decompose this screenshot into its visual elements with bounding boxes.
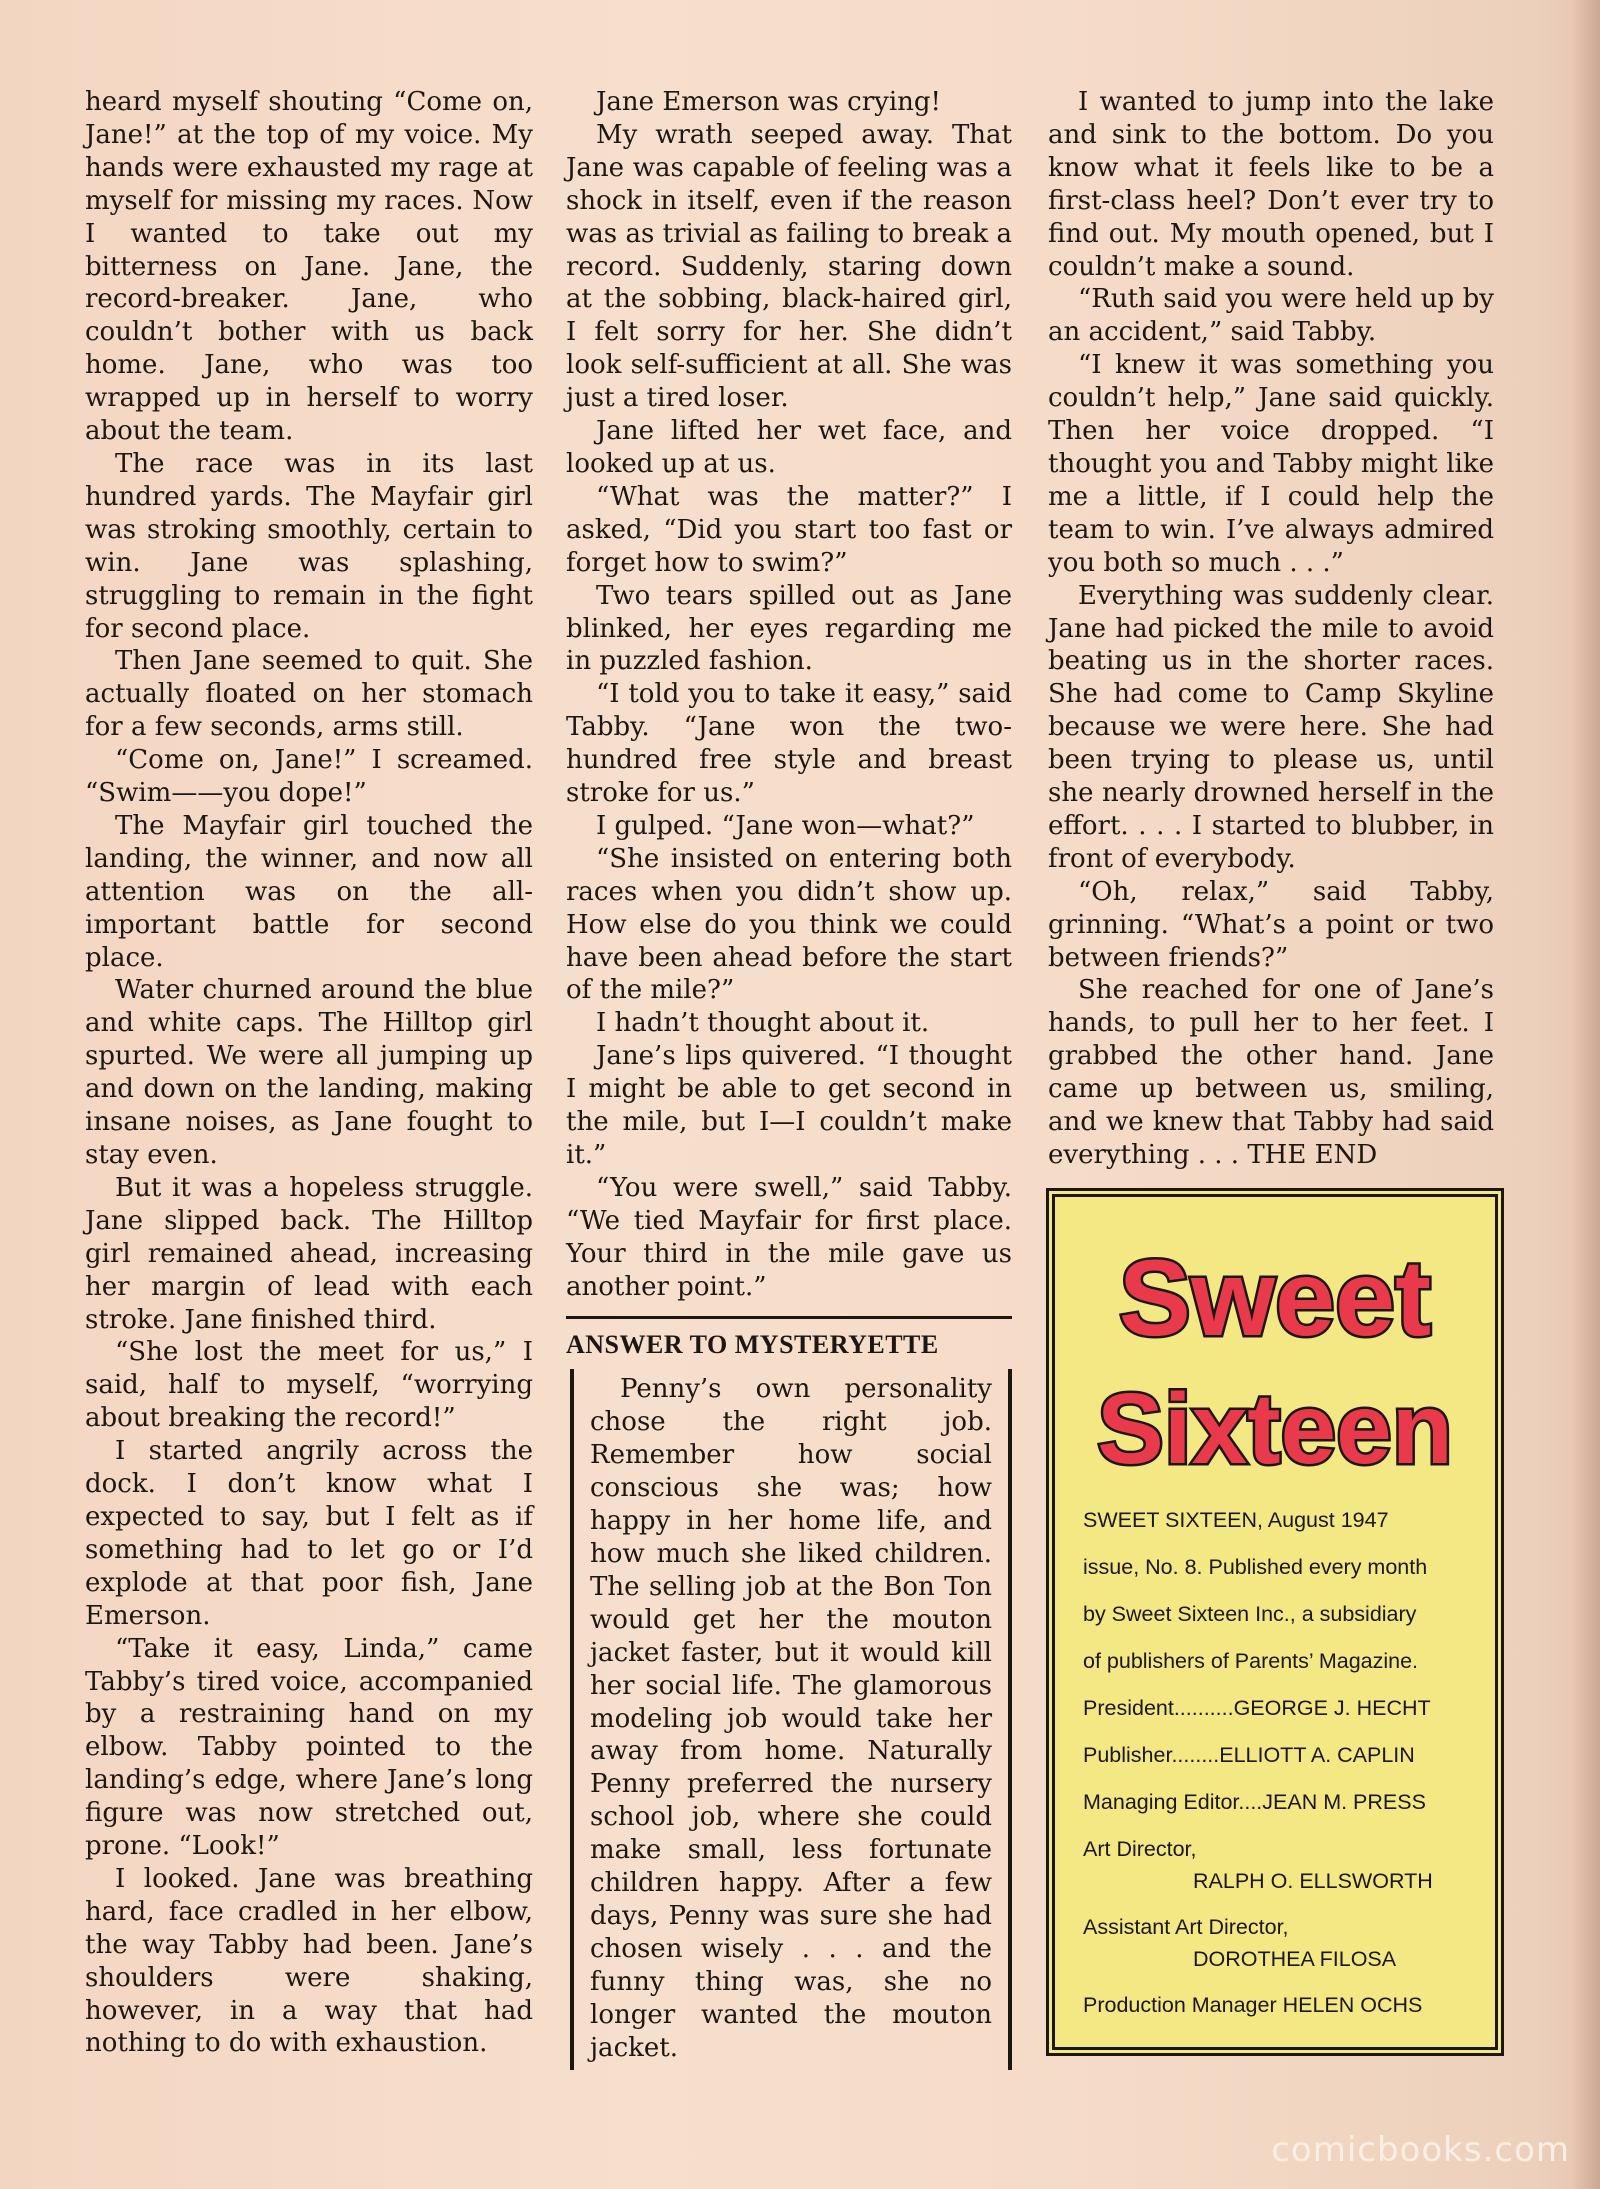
masthead-line: by Sweet Sixteen Inc., a subsidiary bbox=[1083, 1602, 1417, 1626]
paragraph: “What was the matter?” I asked, “Did you start too fast or forget how to swim?” bbox=[566, 481, 1012, 578]
paragraph: The race was in its last hundred yards. The Mayfair girl was stroking smoothly, certain to win. Jane was splashing, struggling to remain in the fight for second place. bbox=[85, 448, 533, 644]
site-watermark: comicbooks.com bbox=[1271, 2130, 1570, 2170]
paragraph: “She lost the meet for us,” I said, half to myself, “worrying about breaking the record!” bbox=[85, 1337, 533, 1434]
masthead-production-manager: Production Manager HELEN OCHS bbox=[1083, 1993, 1423, 2017]
paragraph: Two tears spilled out as Jane blinked, her eyes regarding me in puzzled fashion. bbox=[566, 580, 1012, 677]
masthead-asst-art-director-name: DOROTHEA FILOSA bbox=[1193, 1947, 1397, 1971]
story-column-1 bbox=[85, 86, 533, 2060]
paragraph: I looked. Jane was breathing hard, face cradled in her elbow, the way Tabby had been. Jane’s shoulders were shaking, however, in a way that had nothing to do with exhaustion. bbox=[85, 1863, 533, 2059]
paragraph: “Come on, Jane!” I screamed. “Swim——you dope!” bbox=[85, 745, 533, 809]
paragraph: My wrath seeped away. That Jane was capable of feeling was a shock in itself, even if the reason was as trivial as failing to break a record. Suddenly, staring down at the sobbing, black-haired girl, I felt sorry for her. She didn’t look self-sufficient at all. She was just a tired loser. bbox=[566, 119, 1012, 414]
masthead-line: SWEET SIXTEEN, August 1947 bbox=[1083, 1508, 1389, 1532]
paragraph: I wanted to jump into the lake and sink to the bottom. Do you know what it feels like to be a first-class heel? Don’t ever try to find out. My mouth opened, but I couldn’t make a sound. bbox=[1048, 87, 1494, 282]
divider-rule bbox=[566, 1316, 1012, 1319]
paragraph: “You were swell,” said Tabby. “We tied Mayfair for first place. Your third in the mile gave us another point.” bbox=[566, 1172, 1012, 1302]
masthead-publisher: Publisher........ELLIOTT A. CAPLIN bbox=[1083, 1743, 1415, 1767]
paragraph: I gulped. “Jane won—what?” bbox=[596, 810, 975, 841]
paragraph: I started angrily across the dock. I don’t know what I expected to say, but I felt as if something had to let go or I’d explode at that poor fish, Jane Emerson. bbox=[85, 1436, 533, 1631]
paragraph: “I knew it was something you couldn’t help,” Jane said quickly. Then her voice dropped. “I thought you and Tabby might like me a little, if I could help the team to win. I’ve always admired you both so much . . .” bbox=[1048, 350, 1494, 578]
story-column-3 bbox=[1048, 86, 1494, 1172]
logo-line-2: Sixteen bbox=[1097, 1373, 1453, 1485]
paragraph: Jane lifted her wet face, and looked up at us. bbox=[566, 416, 1012, 479]
masthead-line: of publishers of Parents’ Magazine. bbox=[1083, 1649, 1419, 1673]
paragraph: “Oh, relax,” said Tabby, grinning. “What’s a point or two between friends?” bbox=[1048, 876, 1494, 973]
paragraph: “She insisted on entering both races when you didn’t show up. How else do you think we could have been ahead before the start of the mile?” bbox=[566, 843, 1012, 1006]
masthead-line: issue, No. 8. Published every month bbox=[1083, 1555, 1428, 1579]
answer-text: Penny’s own personality chose the right job. Remember how social conscious she was; how happy in her home life, and how much she liked children. The selling job at the Bon Ton would get her the mouton jacket faster, but it would kill her social life. The glamorous modeling job would take her away from home. Naturally Penny preferred the nursery school job, where she could make small, less fortunate children happy. After a few days, Penny was sure she had chosen wisely . . . and the funny thing was, she no longer wanted the mouton jacket. bbox=[590, 1374, 992, 2063]
page-edge-shadow bbox=[1572, 0, 1600, 2189]
paragraph: Everything was suddenly clear. Jane had picked the mile to avoid beating us in the shorter races. She had come to Camp Skyline because we were here. She had been trying to please us, until she nearly drowned herself in the effort. . . . I started to blubber, in front of everybody. bbox=[1048, 580, 1494, 874]
masthead-art-director-name: RALPH O. ELLSWORTH bbox=[1193, 1869, 1433, 1893]
masthead-president: President..........GEORGE J. HECHT bbox=[1083, 1696, 1431, 1720]
paragraph: “I told you to take it easy,” said Tabby. “Jane won the two-hundred free style and breast stroke for us.” bbox=[566, 679, 1012, 809]
masthead-info bbox=[1083, 1497, 1473, 2029]
masthead-asst-art-director-label: Assistant Art Director, bbox=[1083, 1915, 1289, 1939]
sweet-sixteen-logo bbox=[1055, 1205, 1495, 1505]
masthead-managing-editor: Managing Editor....JEAN M. PRESS bbox=[1083, 1790, 1426, 1814]
masthead-art-director-label: Art Director, bbox=[1083, 1837, 1197, 1861]
logo-line-1: Sweet bbox=[1118, 1237, 1432, 1358]
paragraph: The Mayfair girl touched the landing, the winner, and now all attention was on the all-important battle for second place. bbox=[85, 810, 533, 973]
paragraph: I hadn’t thought about it. bbox=[596, 1008, 930, 1039]
paragraph: But it was a hopeless struggle. Jane slipped back. The Hilltop girl remained ahead, increasing her margin of lead with each stroke. Jane finished third. bbox=[85, 1172, 533, 1335]
paragraph: Then Jane seemed to quit. She actually floated on her stomach for a few seconds, arms still. bbox=[85, 646, 533, 743]
paragraph: “Take it easy, Linda,” came Tabby’s tired voice, accompanied by a restraining hand on my elbow. Tabby pointed to the landing’s edge, where Jane’s long figure was now stretched out, prone. “Look!” bbox=[85, 1633, 533, 1862]
paragraph: Jane Emerson was crying! bbox=[596, 87, 941, 117]
paragraph: Water churned around the blue and white caps. The Hilltop girl spurted. We were all jumping up and down on the landing, making insane noises, as Jane fought to stay even. bbox=[85, 975, 533, 1170]
masthead-box bbox=[1052, 1194, 1498, 2050]
story-column-2 bbox=[566, 86, 1012, 2070]
answer-heading: ANSWER TO MYSTERYETTE bbox=[566, 1329, 939, 1359]
paragraph: She reached for one of Jane’s hands, to pull her to her feet. I grabbed the other hand. Jane came up between us, smiling, and we knew that Tabby had said everything . . . THE END bbox=[1048, 975, 1494, 1170]
answer-box bbox=[570, 1369, 1012, 2070]
paragraph: heard myself shouting “Come on, Jane!” at the top of my voice. My hands were exhausted my rage at myself for missing my races. Now I wanted to take out my bitterness on Jane. Jane, the record-breaker. Jane, who couldn’t bother with us back home. Jane, who was too wrapped up in herself to worry about the team. bbox=[85, 87, 533, 447]
paragraph: Jane’s lips quivered. “I thought I might be able to get second in the mile, but I—I couldn’t make it.” bbox=[566, 1041, 1012, 1170]
paragraph: “Ruth said you were held up by an accident,” said Tabby. bbox=[1048, 284, 1494, 348]
